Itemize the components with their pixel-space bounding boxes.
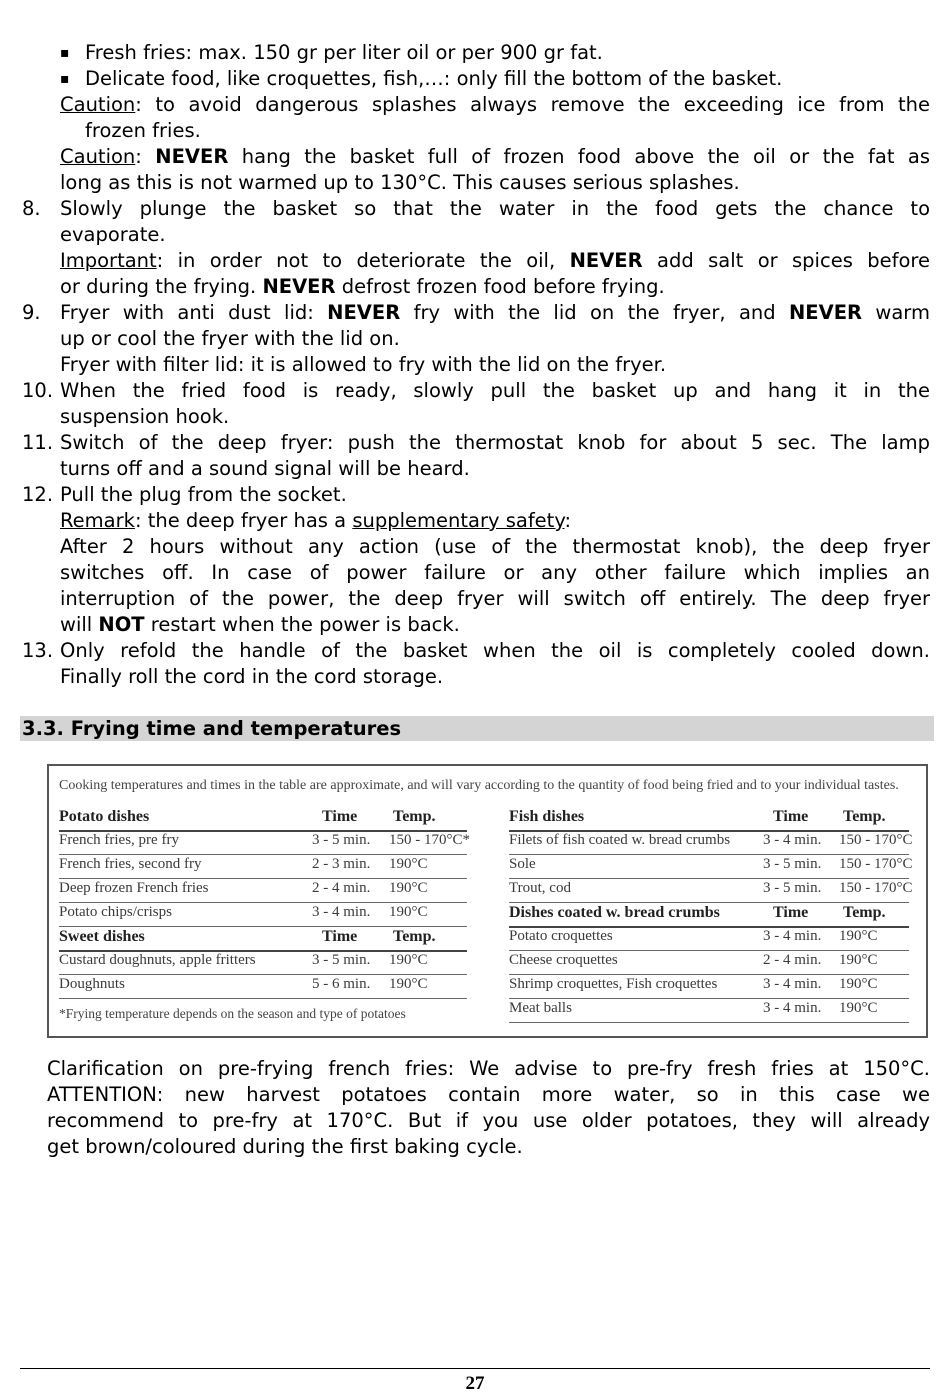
table-cell-temp: 190°C [839,952,878,968]
table-cell-temp: 190°C [839,928,878,944]
step-13: Only refold the handle of the basket when the oil is completely cooled down. [60,639,930,662]
table-cell-time: 3 - 4 min. [763,1000,822,1016]
table-group-heading: Fish dishes [509,808,585,825]
step-number: 11. [22,431,54,454]
step-number: 9. [22,301,41,324]
table-cell-temp: 190°C [389,952,428,968]
table-rule [509,1022,909,1023]
step-12: Pull the plug from the socket. [60,483,347,506]
footer-rule [20,1368,930,1369]
remark-line-4: will NOT restart when the power is back. [60,613,460,636]
caution-label: Caution [60,93,136,116]
table-cell-time: 3 - 4 min. [763,976,822,992]
table-cell-food: Trout, cod [509,880,571,896]
table-cell-temp: 150 - 170°C [839,856,913,872]
table-time-heading: Time [773,808,809,825]
table-time-heading: Time [322,808,358,825]
table-rule [59,998,467,999]
caution-ice-cont: frozen fries. [85,119,201,142]
table-temp-heading: Temp. [843,904,886,921]
table-rule [509,878,909,879]
table-intro: Cooking temperatures and times in the table are approximate, and will vary according to the quantity of food being fried and to your individual tastes. [59,778,899,793]
table-cell-time: 5 - 6 min. [312,976,371,992]
table-cell-time: 3 - 4 min. [763,832,822,848]
important-label: Important [60,249,157,272]
table-rule [509,998,909,999]
page-number: 27 [465,1373,485,1394]
table-cell-time: 3 - 5 min. [763,880,822,896]
table-rule [59,854,467,855]
table-rule [509,854,909,855]
table-group-heading: Dishes coated w. bread crumbs [509,904,720,921]
table-rule [59,974,467,975]
step-10-cont: suspension hook. [60,405,230,428]
table-cell-food: Custard doughnuts, apple fritters [59,952,256,968]
table-temp-heading: Temp. [393,928,436,945]
table-cell-temp: 190°C [389,976,428,992]
step-number: 8. [22,197,41,220]
bullet-delicate-food: Delicate food, like croquettes, fish,…: only fill the bottom of the basket. [85,67,783,90]
remark-line-2: switches off. In case of power failure or any other failure which implies an [60,561,930,584]
table-rule [59,926,467,927]
table-footnote: *Frying temperature depends on the season and type of potatoes [59,1006,406,1021]
table-cell-food: Potato chips/crisps [59,904,172,920]
table-rule [509,950,909,951]
clarification-line-4: get brown/coloured during the first baking cycle. [47,1135,523,1158]
table-rule [509,902,909,903]
step-number: 13. [22,639,54,662]
table-cell-food: French fries, pre fry [59,832,179,848]
supplementary-safety: supplementary safety [352,509,565,532]
step-9: Fryer with anti dust lid: NEVER fry with the lid on the fryer, and NEVER warm [60,301,930,324]
table-cell-temp: 190°C [839,1000,878,1016]
caution-never-hang-cont: long as this is not warmed up to 130°C. This causes serious splashes. [60,171,740,194]
table-cell-time: 3 - 5 min. [312,832,371,848]
table-rule [509,974,909,975]
step-9-cont: up or cool the fryer with the lid on. [60,327,400,350]
table-cell-time: 3 - 4 min. [312,904,371,920]
important-note-cont: or during the frying. NEVER defrost frozen food before frying. [60,275,665,298]
table-cell-time: 2 - 4 min. [763,952,822,968]
remark: Remark: the deep fryer has a supplementary safety: [60,509,572,532]
remark-line-1: After 2 hours without any action (use of the thermostat knob), the deep fryer [60,535,930,558]
table-cell-time: 3 - 4 min. [763,928,822,944]
step-13-cont: Finally roll the cord in the cord storage. [60,665,444,688]
table-cell-food: Potato croquettes [509,928,613,944]
important-note: Important: in order not to deteriorate the oil, NEVER add salt or spices before [60,249,930,272]
step-number: 10. [22,379,54,402]
clarification-line-3: recommend to pre-fry at 170°C. But if you use older potatoes, they will already [47,1109,930,1132]
table-cell-time: 2 - 3 min. [312,856,371,872]
clarification-line-2: ATTENTION: new harvest potatoes contain more water, so in this case we [47,1083,930,1106]
table-group-heading: Potato dishes [59,808,150,825]
remark-label: Remark [60,509,135,532]
table-time-heading: Time [773,904,809,921]
table-group-heading: Sweet dishes [59,928,145,945]
table-cell-food: Sole [509,856,536,872]
table-rule [59,902,467,903]
step-11-cont: turns off and a sound signal will be heard. [60,457,470,480]
step-11: Switch of the deep fryer: push the thermostat knob for about 5 sec. The lamp [60,431,930,454]
step-8-cont: evaporate. [60,223,166,246]
table-cell-food: Doughnuts [59,976,125,992]
table-cell-time: 3 - 5 min. [763,856,822,872]
table-cell-food: Cheese croquettes [509,952,618,968]
table-cell-food: French fries, second fry [59,856,202,872]
frying-table [47,764,928,1038]
table-cell-temp: 150 - 170°C* [389,832,470,848]
step-number: 12. [22,483,54,506]
clarification-line-1: Clarification on pre-frying french fries: We advise to pre-fry fresh fries at 150°C. [47,1057,930,1080]
table-cell-temp: 190°C [389,856,428,872]
step-9-filter-lid: Fryer with filter lid: it is allowed to fry with the lid on the fryer. [60,353,667,376]
caution-never-hang: Caution: NEVER hang the basket full of frozen food above the oil or the fat as [60,145,930,168]
step-10: When the fried food is ready, slowly pull the basket up and hang it in the [60,379,930,402]
table-cell-food: Deep frozen French fries [59,880,209,896]
remark-line-3: interruption of the power, the deep fryer will switch off entirely. The deep fryer [60,587,930,610]
table-temp-heading: Temp. [843,808,886,825]
table-cell-temp: 190°C [839,976,878,992]
table-cell-food: Meat balls [509,1000,572,1016]
bullet-marker: ▪ [60,45,70,61]
section-title: 3.3. Frying time and temperatures [22,717,402,740]
table-cell-temp: 190°C [389,880,428,896]
table-rule [59,878,467,879]
table-temp-heading: Temp. [393,808,436,825]
step-8: Slowly plunge the basket so that the water in the food gets the chance to [60,197,930,220]
table-cell-food: Filets of fish coated w. bread crumbs [509,832,731,848]
table-time-heading: Time [322,928,358,945]
bullet-marker: ▪ [60,71,70,87]
table-cell-temp: 150 - 170°C [839,832,913,848]
table-cell-temp: 190°C [389,904,428,920]
caution-ice: Caution: to avoid dangerous splashes always remove the exceeding ice from the [60,93,930,116]
table-cell-time: 3 - 5 min. [312,952,371,968]
bullet-fresh-fries: Fresh fries: max. 150 gr per liter oil or per 900 gr fat. [85,41,603,64]
table-cell-time: 2 - 4 min. [312,880,371,896]
table-cell-food: Shrimp croquettes, Fish croquettes [509,976,718,992]
table-cell-temp: 150 - 170°C [839,880,913,896]
